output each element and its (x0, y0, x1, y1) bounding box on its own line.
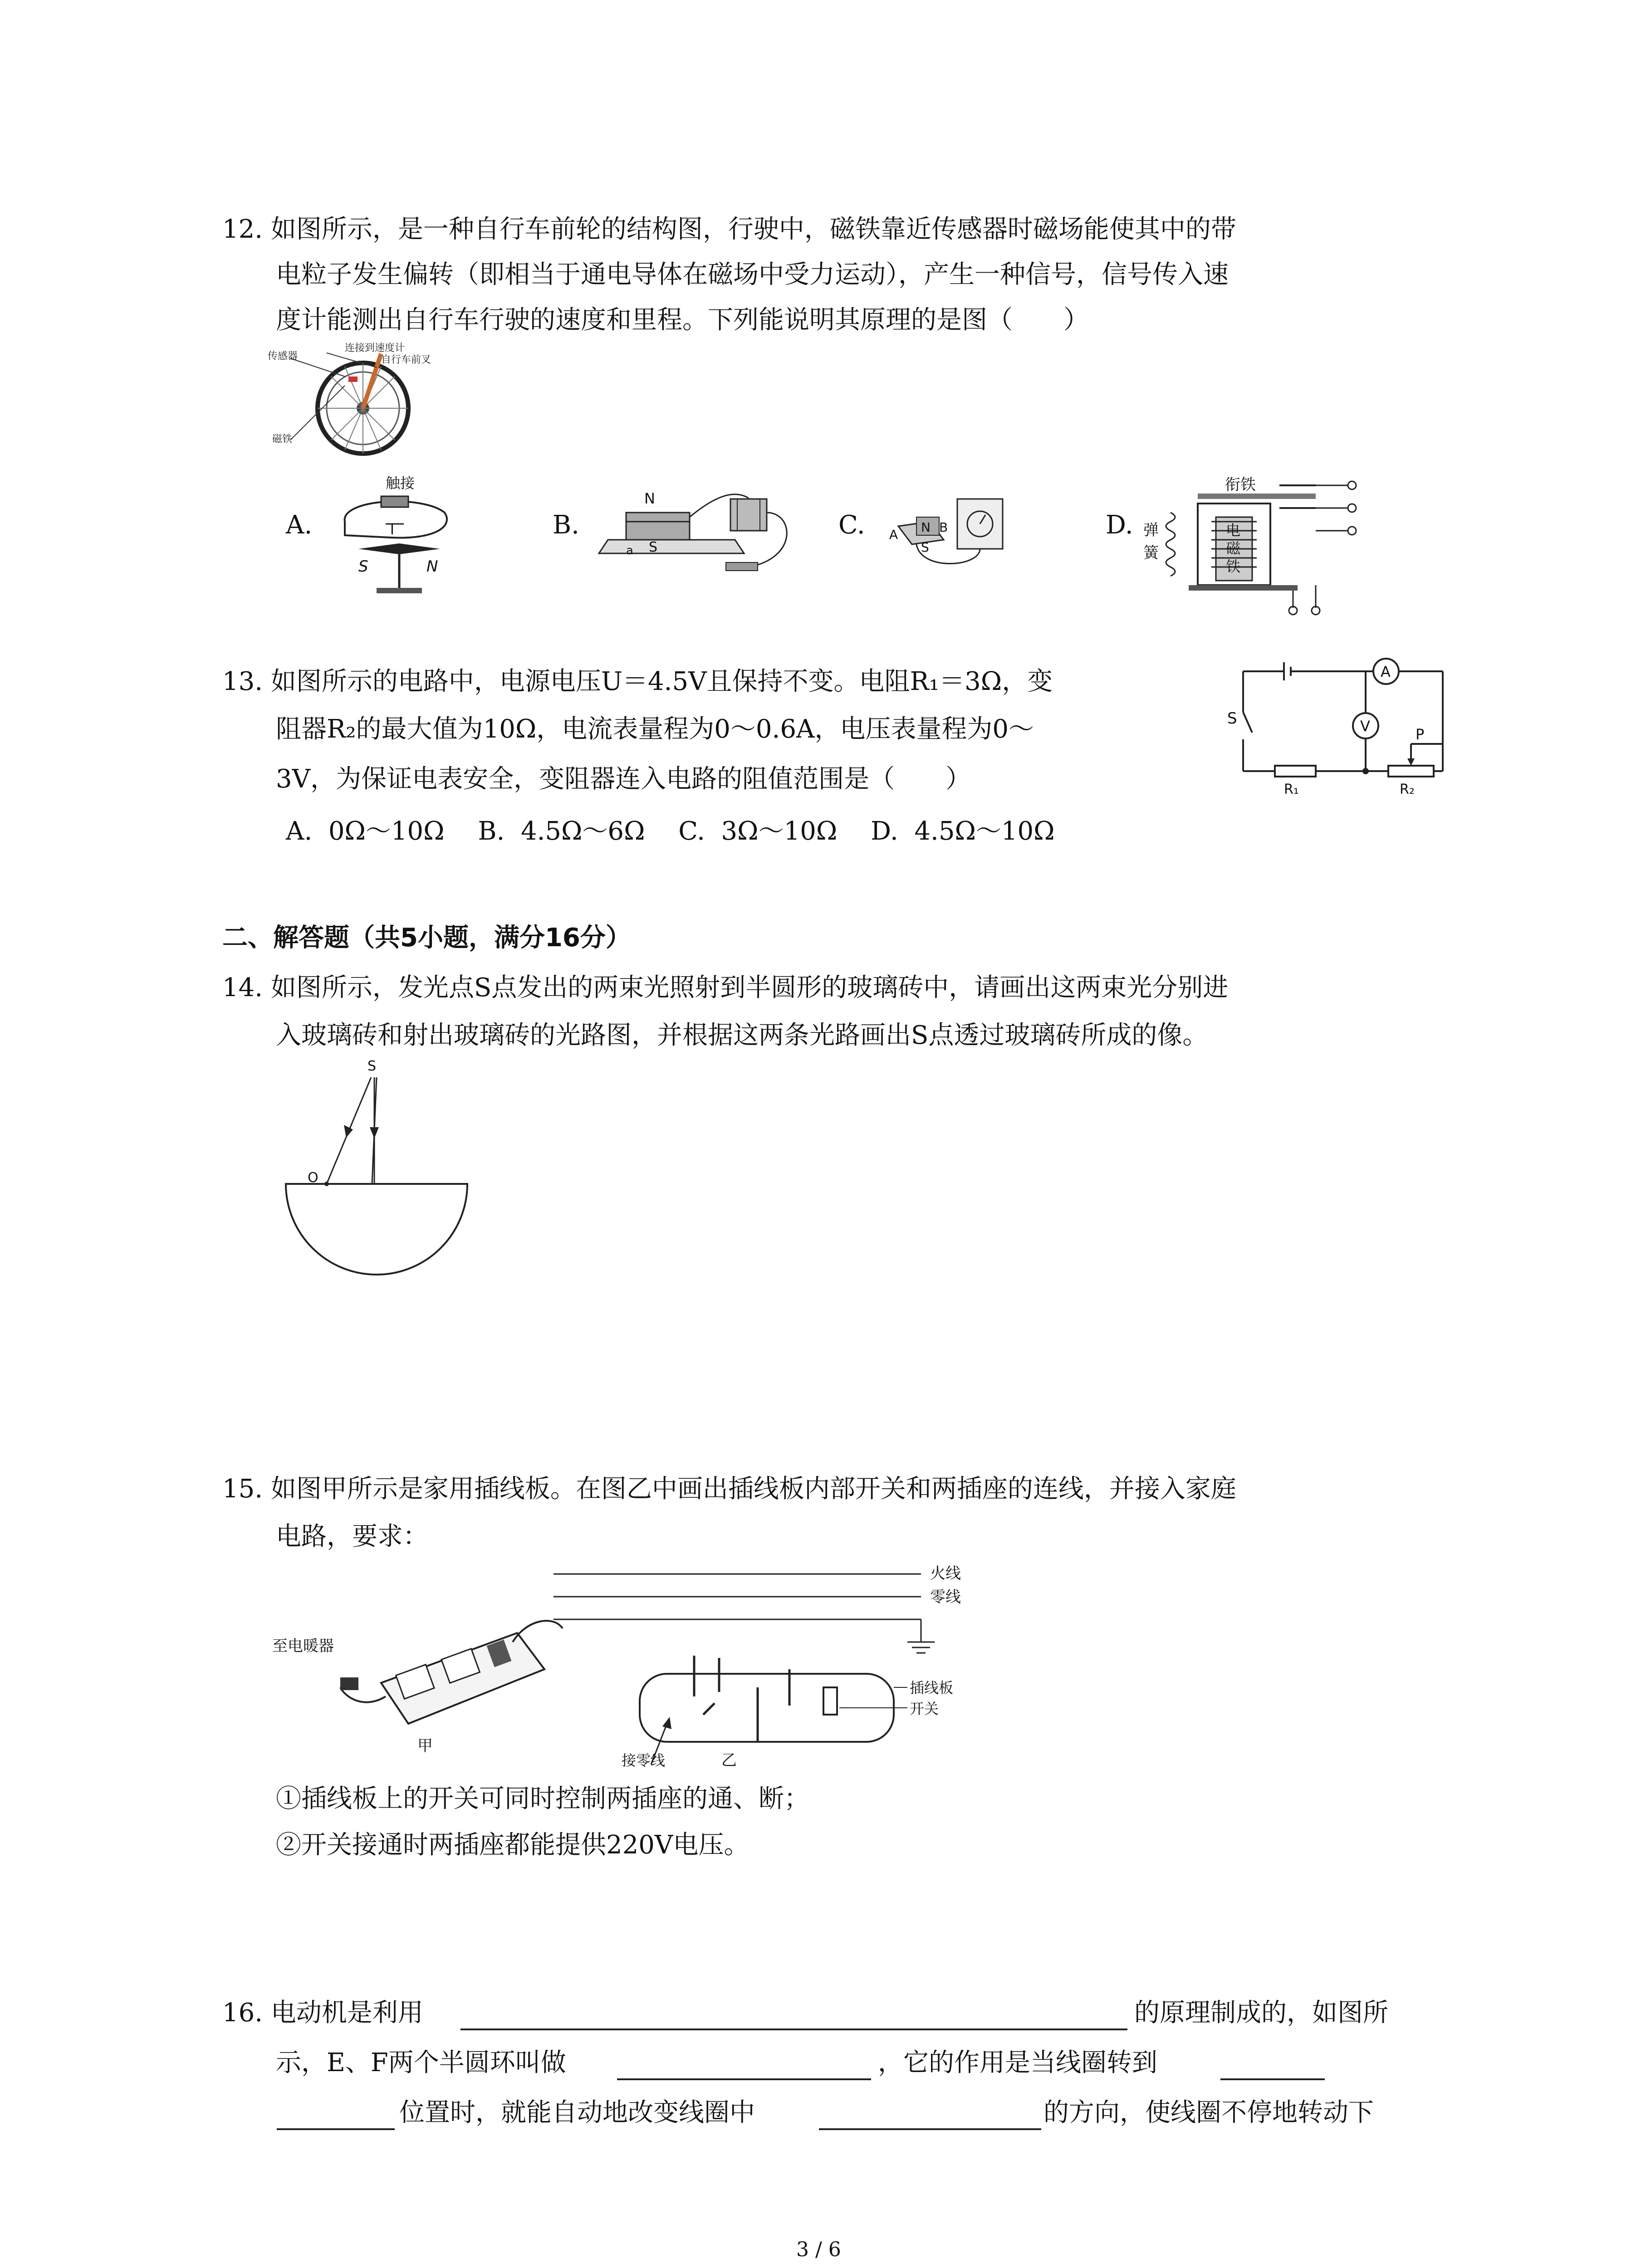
label-fire-wire: 火线 (930, 1564, 961, 1583)
q16-blank-2[interactable] (617, 2078, 871, 2080)
fig-d-label-spring-1: 弹 (1143, 521, 1159, 539)
circuit-label-r1: R₁ (1284, 782, 1299, 797)
circuit-label-r2: R₂ (1400, 782, 1415, 797)
q16-part-6: 的方向，使线圈不停地转动下 (1043, 2098, 1374, 2127)
q16-blank-3b[interactable] (277, 2128, 395, 2130)
bike-wheel-figure (268, 342, 463, 458)
fig-b-label-a: a (626, 544, 633, 557)
fig-d-label-em-1: 电 (1226, 522, 1241, 539)
circuit-label-v: V (1360, 718, 1370, 735)
q16-part-3: 示，E、F两个半圆环叫做 (276, 2048, 566, 2077)
section-2-heading: 二、解答题（共5小题，满分16分） (222, 923, 631, 953)
fig-b-label-s: S (649, 539, 658, 555)
fig-d-label-armature: 衔铁 (1225, 476, 1256, 494)
fig-d-label-em-2: 磁 (1226, 540, 1241, 557)
fig-c-label-b: B (939, 520, 948, 535)
figure-c-induction (889, 490, 1025, 576)
q16-blank-3a[interactable] (1220, 2078, 1325, 2080)
fig-a-label-i: I (390, 522, 394, 538)
q13-line-2: 阻器R₂的最大值为10Ω，电流表量程为0～0.6A，电压表量程为0～ (276, 714, 1034, 744)
label-jia: 甲 (417, 1737, 433, 1755)
q14-label-s: S (367, 1058, 377, 1074)
label-to-heater: 至电暖器 (272, 1637, 334, 1655)
circuit-label-s: S (1227, 709, 1237, 728)
fig-d-label-spring-2: 簧 (1143, 544, 1159, 562)
label-neutral-connect: 接零线 (622, 1752, 666, 1769)
bike-label-magnet: 磁铁 (272, 434, 293, 445)
fig-c-label-a: A (889, 527, 898, 542)
fig-d-label-em-3: 铁 (1226, 558, 1241, 575)
q12-line-2: 电粒子发生偏转（即相当于通电导体在磁场中受力运动），产生一种信号，信号传入速 (276, 260, 1229, 289)
q13-circuit-diagram (1216, 653, 1452, 797)
label-switch: 开关 (910, 1700, 939, 1717)
figure-b-apparatus (599, 485, 808, 581)
q14-line-1: 14. 如图所示，发光点S点发出的两束光照射到半圆形的玻璃砖中，请画出这两束光分别进 (222, 973, 1229, 1002)
q13-line-1: 13. 如图所示的电路中，电源电压U＝4.5V且保持不变。电阻R₁＝3Ω，变 (222, 667, 1053, 696)
bike-label-fork: 自行车前叉 (381, 354, 431, 366)
q12-option-b: B. (553, 510, 579, 540)
q16-part-4: ，它的作用是当线圈转到 (878, 2048, 1157, 2077)
q16-blank-1[interactable] (460, 2028, 1127, 2030)
q12-line-3: 度计能测出自行车行驶的速度和里程。下列能说明其原理的是图（ ） (276, 305, 1089, 335)
fig-a-label-n: N (426, 557, 438, 576)
label-yi: 乙 (721, 1751, 737, 1769)
q14-label-o: O (308, 1170, 318, 1186)
q15-line-2: 电路，要求： (276, 1522, 428, 1551)
q15-requirement-2: ②开关接通时两插座都能提供220V电压。 (276, 1830, 749, 1860)
q14-line-2: 入玻璃砖和射出玻璃砖的光路图，并根据这两条光路画出S点透过玻璃砖所成的像。 (276, 1021, 1208, 1050)
label-strip: 插线板 (910, 1679, 954, 1696)
figure-d-relay (1143, 472, 1379, 599)
q13-options: A. 0Ω～10Ω B. 4.5Ω～6Ω C. 3Ω～10Ω D. 4.5Ω～10Ω (286, 816, 1055, 846)
q16-blank-4[interactable] (819, 2128, 1041, 2130)
q12-line-1: 12. 如图所示，是一种自行车前轮的结构图，行驶中，磁铁靠近传感器时磁场能使其中的带 (222, 215, 1236, 244)
page-number: 3 / 6 (796, 2238, 841, 2261)
circuit-label-p: P (1416, 726, 1425, 743)
fig-b-label-n: N (644, 490, 655, 507)
q12-option-c: C. (838, 510, 865, 540)
q16-part-2: 的原理制成的，如图所 (1134, 1998, 1388, 2028)
q16-part-5: 位置时，就能自动地改变线圈中 (399, 2098, 755, 2127)
circuit-label-a: A (1381, 663, 1391, 680)
bike-label-sensor: 传感器 (268, 351, 298, 362)
figure-a-oersted (331, 474, 449, 603)
fig-c-label-n: N (921, 520, 931, 535)
fig-a-label-touch: 触接 (386, 474, 415, 492)
q14-semicircle-figure (272, 1057, 472, 1284)
fig-a-label-s: S (358, 557, 368, 576)
q12-option-a: A. (286, 510, 313, 540)
q12-option-d: D. (1106, 510, 1133, 540)
q15-requirement-1: ①插线板上的开关可同时控制两插座的通、断； (276, 1784, 809, 1813)
q13-line-3: 3V，为保证电表安全，变阻器连入电路的阻值范围是（ ） (276, 764, 971, 794)
fig-c-label-s: S (921, 540, 929, 555)
q15-line-1: 15. 如图甲所示是家用插线板。在图乙中画出插线板内部开关和两插座的连线，并接入家庭 (222, 1474, 1236, 1504)
bike-label-speedometer: 连接到速度计 (345, 342, 405, 354)
q16-part-1: 16. 电动机是利用 (222, 1998, 423, 2028)
q15-wiring-figure (272, 1560, 980, 1769)
label-neutral-wire: 零线 (930, 1588, 961, 1606)
